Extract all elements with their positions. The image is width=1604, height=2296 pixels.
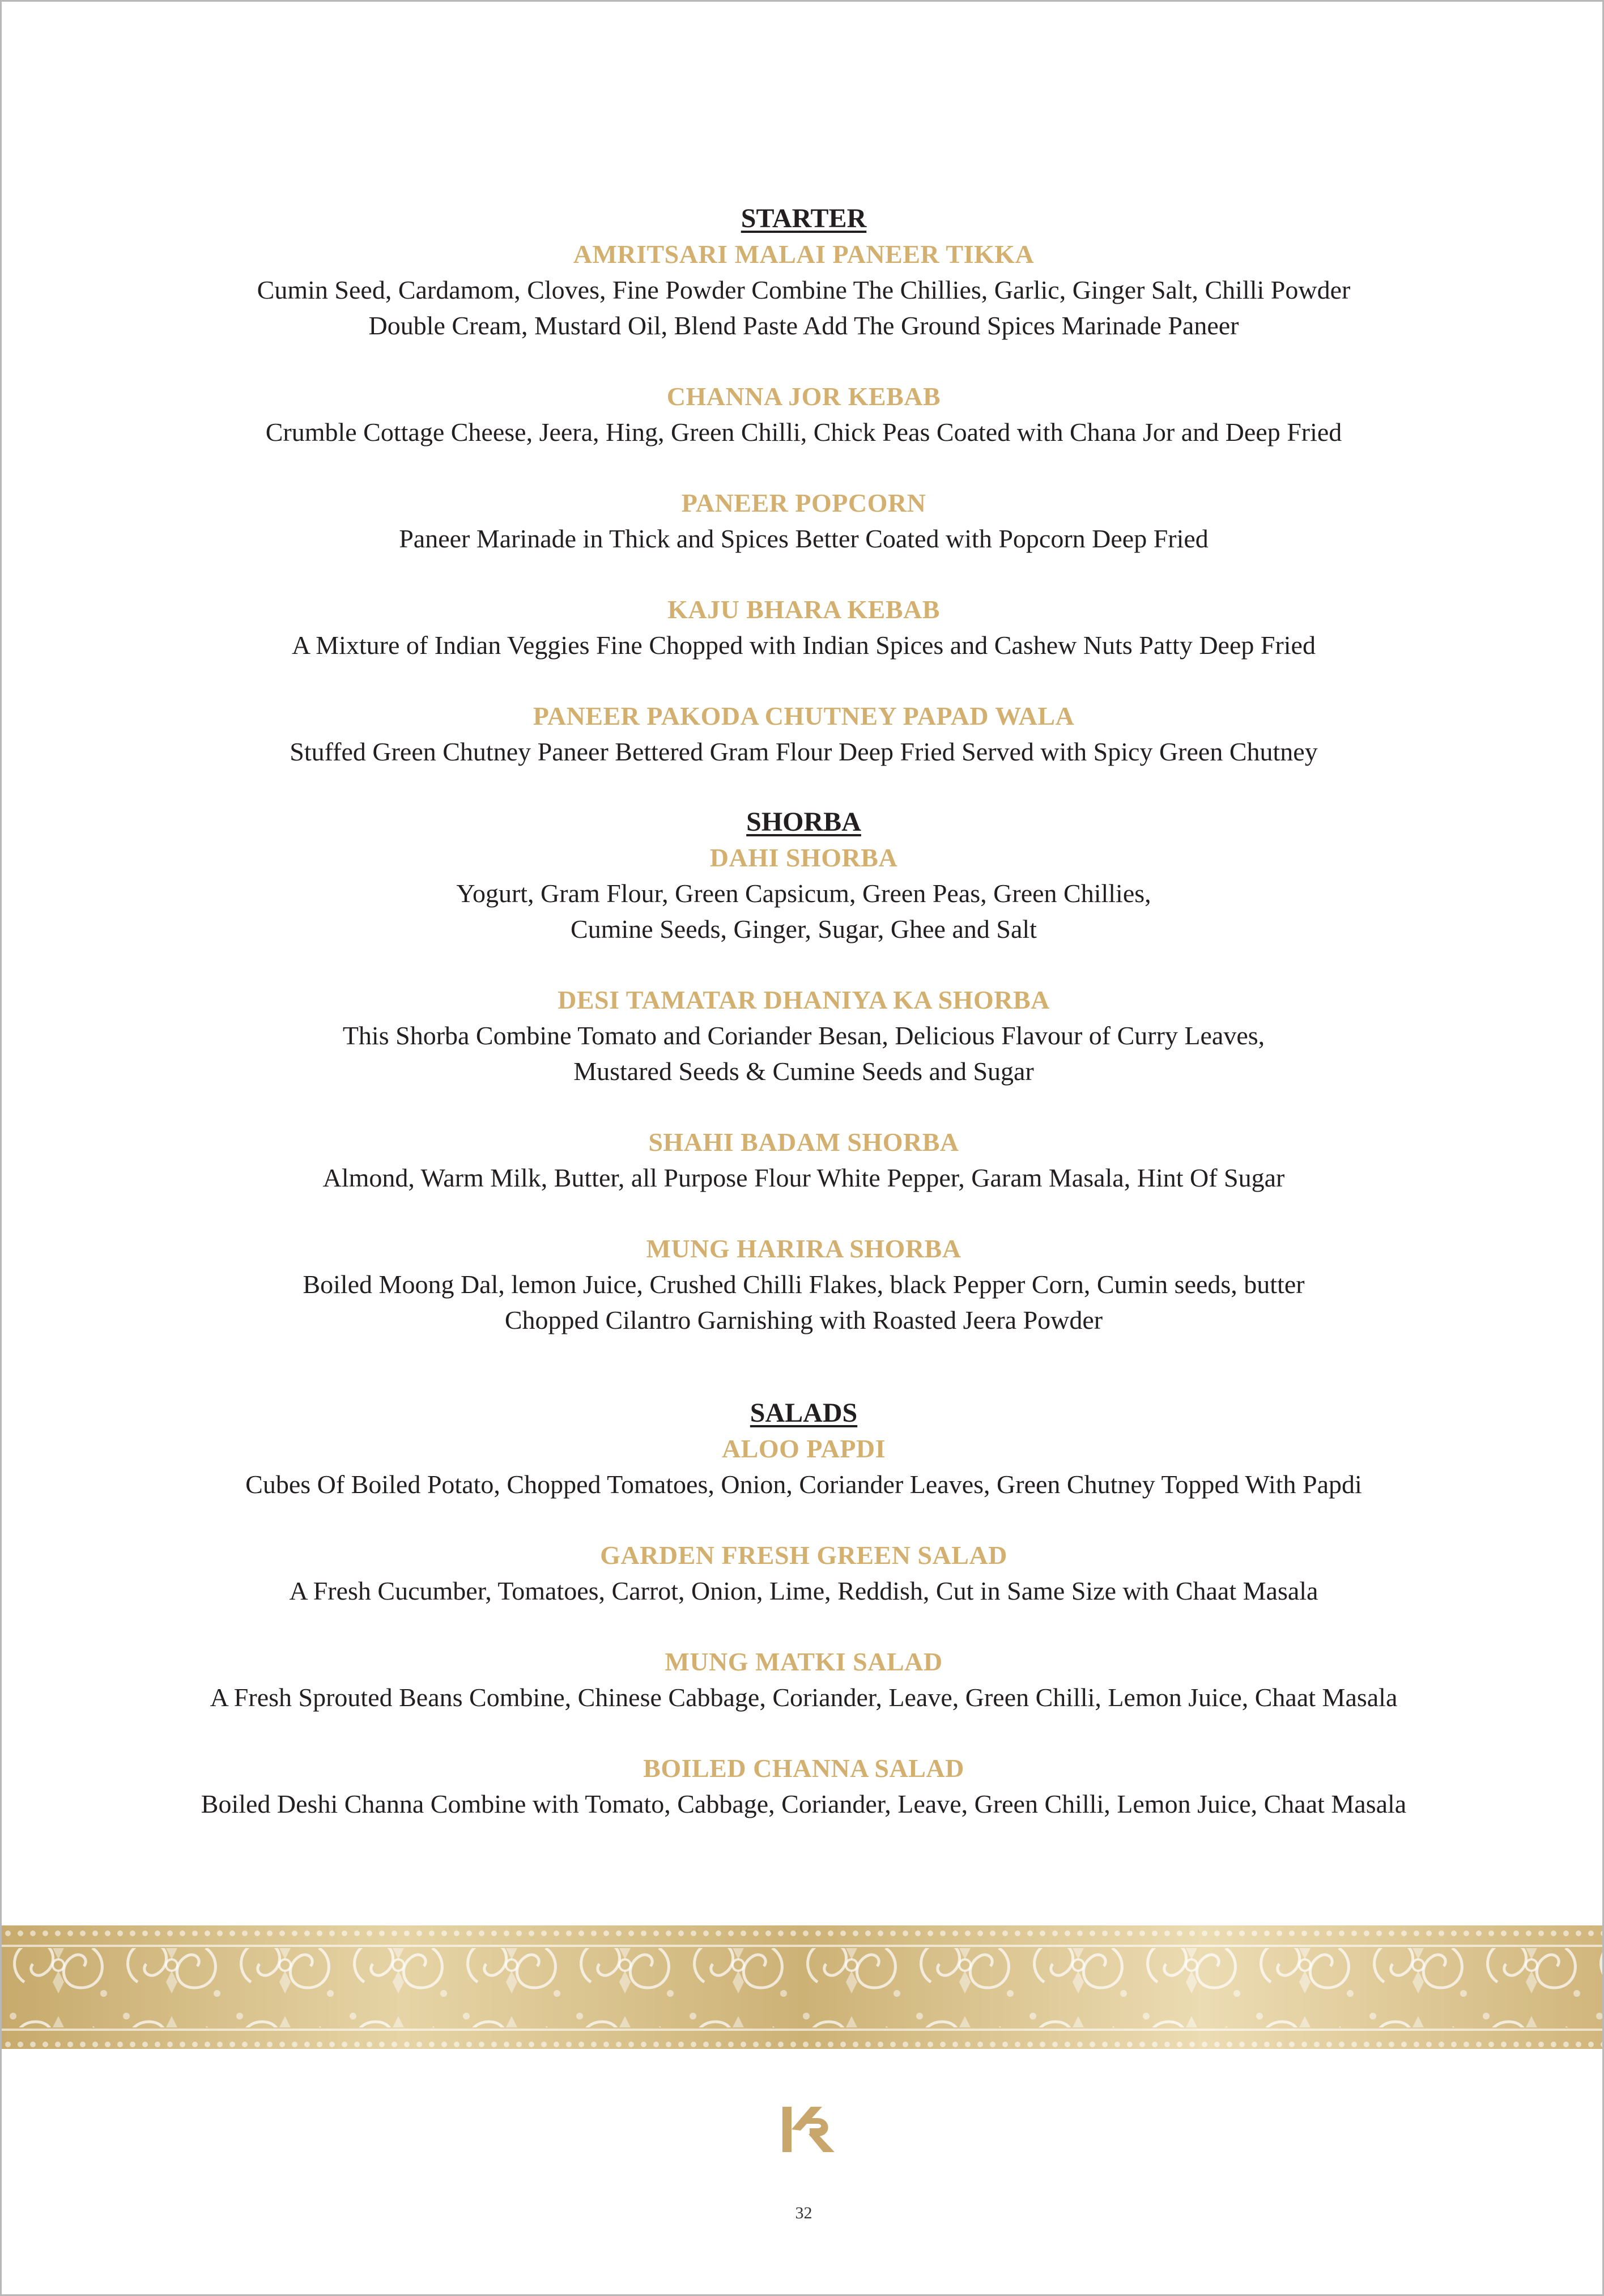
item-name: ALOO PAPDI [721, 1434, 886, 1463]
menu-item [2, 1431, 1604, 1502]
section-shorba [2, 805, 1604, 1338]
menu-item [2, 1537, 1604, 1609]
item-description-line: Chopped Cilantro Garnishing with Roasted Jeera Powder [504, 1306, 1103, 1334]
item-description-line: Boiled Deshi Channa Combine with Tomato, Cabbage, Coriander, Leave, Green Chilli, Lemon Juice, Chaat Masala [201, 1789, 1407, 1818]
menu-item [2, 982, 1604, 1089]
item-name: DAHI SHORBA [709, 843, 898, 872]
item-name: MUNG MATKI SALAD [665, 1647, 943, 1676]
item-name: MUNG HARIRA SHORBA [646, 1234, 961, 1263]
item-description-line: Paneer Marinade in Thick and Spices Better Coated with Popcorn Deep Fried [399, 524, 1209, 553]
menu-item [2, 379, 1604, 450]
item-description-line: Boiled Moong Dal, lemon Juice, Crushed Chilli Flakes, black Pepper Corn, Cumin seeds, butter [303, 1270, 1305, 1299]
item-description-line: Cubes Of Boiled Potato, Chopped Tomatoes, Onion, Coriander Leaves, Green Chutney Topped With Papdi [245, 1470, 1362, 1499]
item-description [2, 627, 1604, 663]
item-name: CHANNA JOR KEBAB [666, 382, 941, 411]
item-description [2, 1466, 1604, 1502]
item-name: PANEER PAKODA CHUTNEY PAPAD WALA [533, 701, 1075, 730]
item-description [2, 734, 1604, 769]
item-name: KAJU BHARA KEBAB [667, 595, 940, 624]
menu-item [2, 592, 1604, 663]
item-description-line: Yogurt, Gram Flour, Green Capsicum, Green Peas, Green Chillies, [456, 879, 1151, 908]
item-description-line: Stuffed Green Chutney Paneer Bettered Gram Flour Deep Fried Served with Spicy Green Chutney [290, 737, 1318, 766]
section-title-salads: SALADS [750, 1398, 858, 1428]
item-name: DESI TAMATAR DHANIYA KA SHORBA [558, 985, 1050, 1014]
kr-monogram-logo-icon [778, 2101, 840, 2158]
item-description [2, 1573, 1604, 1609]
section-title-shorba: SHORBA [746, 807, 861, 837]
item-description-line: A Fresh Sprouted Beans Combine, Chinese Cabbage, Coriander, Leave, Green Chilli, Lemon Juice, Chaat Masala [210, 1683, 1398, 1712]
item-description [2, 272, 1604, 343]
menu-item [2, 485, 1604, 556]
item-description-line: Mustared Seeds & Cumine Seeds and Sugar [573, 1057, 1034, 1086]
item-description-line: A Mixture of Indian Veggies Fine Chopped with Indian Spices and Cashew Nuts Patty Deep Fried [292, 631, 1316, 660]
item-description-line: A Fresh Cucumber, Tomatoes, Carrot, Onion, Lime, Reddish, Cut in Same Size with Chaat Masala [289, 1576, 1318, 1605]
menu-item [2, 1231, 1604, 1338]
item-description-line: This Shorba Combine Tomato and Coriander Besan, Delicious Flavour of Curry Leaves, [342, 1021, 1265, 1050]
section-title-starter: STARTER [741, 203, 867, 233]
item-name: BOILED CHANNA SALAD [643, 1754, 964, 1783]
item-description [2, 521, 1604, 556]
menu-item [2, 1644, 1604, 1715]
page-number: 32 [795, 2204, 812, 2222]
menu-item [2, 698, 1604, 769]
item-description [2, 414, 1604, 450]
item-description-line: Double Cream, Mustard Oil, Blend Paste Add The Ground Spices Marinade Paneer [368, 311, 1239, 340]
item-description-line: Cumin Seed, Cardamom, Cloves, Fine Powder Combine The Chillies, Garlic, Ginger Salt, Chilli Powder [257, 275, 1351, 304]
item-description-line: Crumble Cottage Cheese, Jeera, Hing, Green Chilli, Chick Peas Coated with Chana Jor and Deep Fried [265, 418, 1342, 447]
item-description [2, 875, 1604, 947]
item-name: PANEER POPCORN [681, 488, 926, 517]
item-description [2, 1018, 1604, 1089]
item-description [2, 1786, 1604, 1822]
item-name: SHAHI BADAM SHORBA [648, 1128, 959, 1156]
item-description-line: Cumine Seeds, Ginger, Sugar, Ghee and Salt [571, 915, 1037, 943]
item-name: AMRITSARI MALAI PANEER TIKKA [573, 240, 1035, 269]
item-name: GARDEN FRESH GREEN SALAD [600, 1541, 1007, 1570]
menu-item [2, 1124, 1604, 1196]
item-description-line: Almond, Warm Milk, Butter, all Purpose Flour White Pepper, Garam Masala, Hint Of Sugar [322, 1163, 1285, 1192]
menu-item [2, 840, 1604, 947]
menu-item [2, 1750, 1604, 1822]
item-description [2, 1680, 1604, 1715]
section-starter [2, 201, 1604, 769]
menu-content [2, 201, 1604, 1822]
item-description [2, 1160, 1604, 1196]
section-salads [2, 1396, 1604, 1822]
menu-item [2, 236, 1604, 343]
ornamental-border-icon [2, 1925, 1604, 2049]
item-description [2, 1266, 1604, 1338]
